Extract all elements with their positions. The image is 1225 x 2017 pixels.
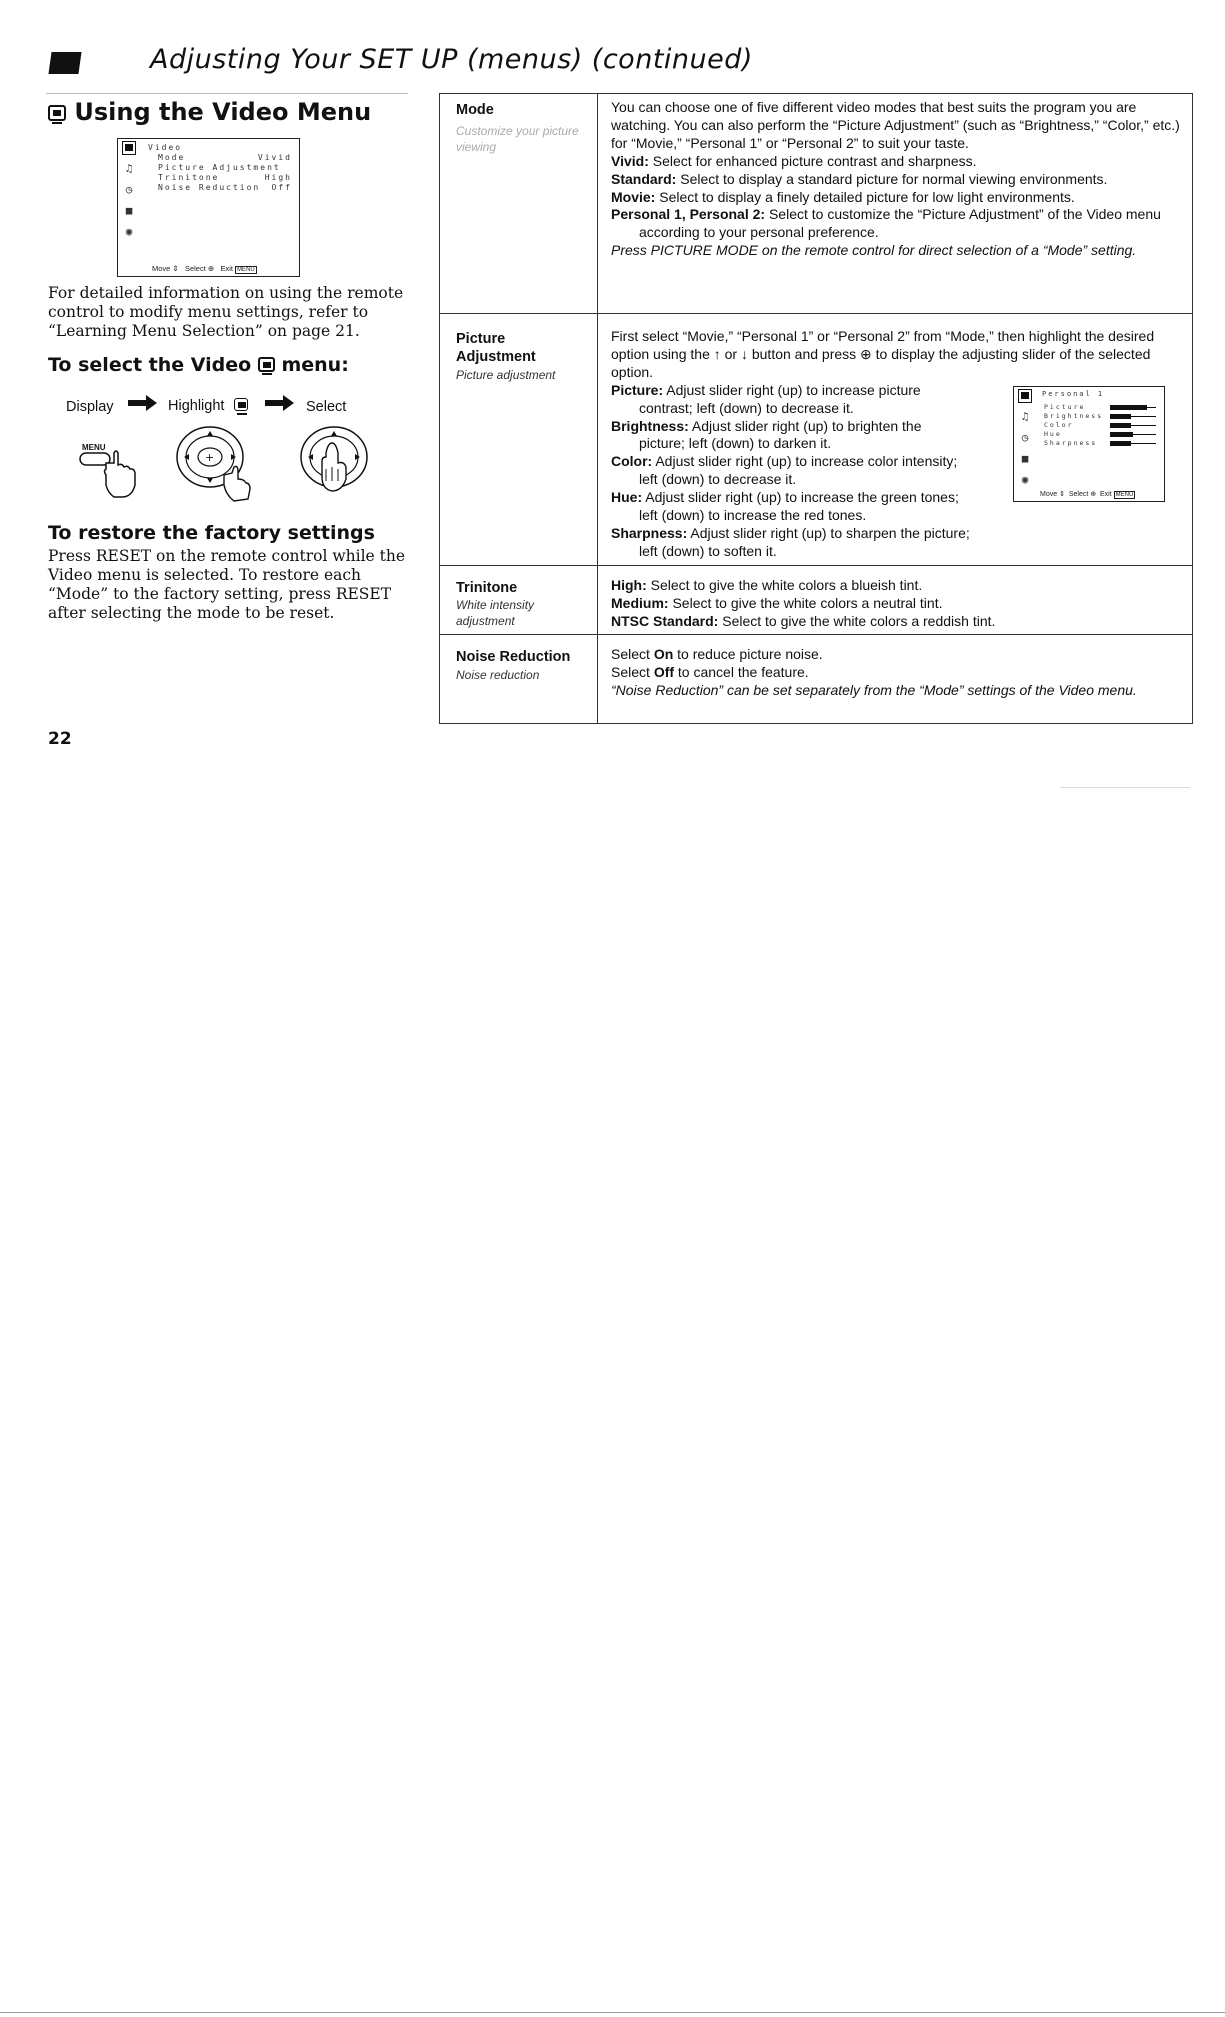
joystick-select-illustration	[296, 423, 376, 507]
video-menu-osd-screen	[117, 138, 300, 277]
personal-text: Select to customize the “Picture Adjustment” of the Video menu according to your personal preference.	[639, 206, 1161, 241]
picture-adjustment-term	[456, 330, 536, 366]
noise-note	[611, 682, 1186, 700]
color-text: Adjust slider right (up) to increase color intensity; left (down) to decrease it.	[639, 453, 958, 488]
picture-text: Adjust slider right (up) to increase picture contrast; left (down) to decrease it.	[639, 381, 921, 416]
mode-subtitle: Customize your picture viewing	[456, 124, 579, 154]
trinitone-high	[611, 577, 1186, 595]
osd-row-label: Mode	[158, 153, 186, 162]
mode-standard	[611, 171, 1186, 189]
video-menu-icon	[48, 105, 66, 121]
movie-text: Select to display a finely detailed picture for low light environments.	[659, 188, 1075, 205]
sharpness-item	[611, 525, 971, 561]
menu-button-press-illustration	[78, 441, 148, 505]
channel-tab-icon: ■	[125, 204, 133, 217]
select-heading-suffix: menu:	[281, 354, 349, 376]
joystick-icon	[172, 423, 272, 503]
osd-footer-move: Move	[1040, 491, 1058, 498]
page-number: 22	[48, 729, 72, 749]
osd-icon-column	[120, 141, 138, 246]
step-display-label: Display	[66, 399, 114, 415]
osd-slider-hue	[1110, 434, 1156, 435]
trinitone-medium	[611, 595, 1186, 613]
osd-row-value: Vivid	[257, 153, 292, 162]
header-block-icon	[48, 52, 81, 74]
restore-paragraph: Press RESET on the remote control while the Video menu is selected. To restore each “Mode” to the factory setting, press RESET after selecting the mode to be reset.	[48, 547, 406, 622]
table-row-divider	[439, 565, 1192, 566]
movie-label: Movie:	[611, 188, 656, 205]
osd-slider-row-sharpness: Sharpness	[1044, 439, 1098, 447]
scan-artifact	[1060, 787, 1190, 788]
osd-slider-row-hue: Hue	[1044, 430, 1062, 438]
osd-footer: Move ⇕ Select ⊕ Exit MENU	[152, 264, 255, 273]
noise-off-label: Off	[653, 663, 675, 680]
osd-row-trinitone	[158, 173, 292, 182]
channel-tab-icon: ■	[1021, 452, 1029, 465]
osd-slider-row-brightness: Brightness	[1044, 412, 1104, 420]
osd-icon-column	[1016, 389, 1034, 494]
osd-row-value: High	[264, 173, 292, 182]
color-label: Color:	[611, 453, 653, 470]
table-row-divider	[439, 313, 1192, 314]
osd-row-video	[148, 143, 182, 152]
noise-on-text: to reduce picture noise.	[677, 646, 823, 662]
noise-reduction-subtitle: Noise reduction	[456, 668, 540, 682]
ntsc-text: Select to give the white colors a reddish tint.	[722, 612, 996, 629]
picture-term-line2: Adjustment	[456, 349, 536, 365]
select-video-menu-heading	[48, 354, 349, 376]
video-tab-icon	[122, 141, 136, 155]
osd-slider-sharpness	[1110, 443, 1156, 444]
high-text: Select to give the white colors a blueish tint.	[650, 577, 923, 593]
osd-footer: Move ⇕ Select ⊕ Exit MENU	[1040, 491, 1134, 498]
picture-item	[611, 382, 971, 418]
scan-edge	[0, 2012, 1225, 2013]
noise-on-label: On	[653, 646, 674, 662]
section-title	[48, 98, 371, 126]
section-title-text: Using the Video Menu	[74, 98, 372, 126]
color-item	[611, 453, 971, 489]
vivid-label: Vivid:	[611, 152, 649, 169]
mode-personal	[611, 206, 1186, 242]
picture-intro: First select “Movie,” “Personal 1” or “Personal 2” from “Mode,” then highlight the desired option using the ↑ or ↓ button and press ⊕ to display the adjusting slider of the selected option.	[611, 328, 1155, 380]
joystick-highlight-illustration	[172, 423, 272, 507]
medium-text: Select to give the white colors a neutral tint.	[672, 594, 943, 611]
osd-footer-exit: Exit	[220, 264, 233, 273]
step-select-label: Select	[306, 399, 347, 415]
high-label: High:	[611, 577, 647, 593]
osd-slider-row-color: Color	[1044, 421, 1074, 429]
osd-slider-fill-sharpness	[1110, 441, 1131, 446]
medium-label: Medium:	[611, 594, 669, 611]
arrow-right-icon	[265, 393, 295, 417]
standard-text: Select to display a standard picture for normal viewing environments.	[680, 170, 1108, 187]
timer-tab-icon: ◷	[1021, 431, 1029, 444]
mode-note-text: Press PICTURE MODE on the remote control for direct selection of a “Mode” setting.	[611, 242, 1137, 259]
step-highlight-label	[168, 398, 248, 414]
personal-label: Personal 1, Personal 2:	[611, 206, 766, 223]
ntsc-label: NTSC Standard:	[611, 612, 719, 629]
picture-adjustment-subtitle: Picture adjustment	[456, 368, 556, 382]
osd-slider-fill-brightness	[1110, 414, 1131, 419]
trinitone-term: Trinitone	[456, 580, 518, 596]
noise-reduction-description	[611, 646, 1186, 700]
setup-tab-icon: ◉	[1021, 473, 1029, 486]
brightness-item	[611, 418, 971, 454]
brightness-text: Adjust slider right (up) to brighten the picture; left (down) to darken it.	[639, 417, 922, 452]
mode-note	[611, 242, 1186, 260]
setup-tab-icon: ◉	[125, 225, 133, 238]
osd-footer-move: Move	[152, 264, 171, 273]
osd-slider-row-picture: Picture	[1044, 403, 1086, 411]
table-row-divider	[439, 634, 1192, 635]
video-tab-icon	[1018, 389, 1032, 403]
osd-row-label: Noise Reduction	[158, 183, 261, 192]
select-heading-text: To select the Video	[48, 354, 252, 376]
video-menu-icon	[234, 398, 248, 411]
osd-slider-brightness	[1110, 416, 1156, 417]
noise-off-text: to cancel the feature.	[677, 663, 809, 680]
hue-label: Hue:	[611, 489, 643, 506]
sharpness-text: Adjust slider right (up) to sharpen the picture; left (down) to soften it.	[639, 524, 970, 559]
osd-slider-fill-picture	[1110, 405, 1147, 410]
audio-tab-icon: ♫	[125, 162, 133, 175]
osd-row-mode	[158, 153, 292, 162]
osd-slider-fill-color	[1110, 423, 1131, 428]
osd-slider-fill-hue	[1110, 432, 1133, 437]
osd-footer-select: Select	[1068, 491, 1089, 498]
trinitone-subtitle	[456, 597, 534, 629]
mode-vivid	[611, 153, 1186, 171]
osd-row-label: Video	[148, 143, 183, 152]
header-rule-left	[46, 93, 408, 94]
osd-row-noise-reduction	[158, 183, 292, 192]
mode-movie	[611, 189, 1186, 207]
noise-off	[611, 664, 1186, 682]
noise-note-text: “Noise Reduction” can be set separately from the “Mode” settings of the Video menu.	[611, 681, 1137, 698]
brightness-label: Brightness:	[611, 417, 689, 434]
osd-footer-exit: Exit	[1100, 491, 1112, 498]
trinitone-sub-line1: White intensity	[456, 598, 535, 612]
joystick-press-icon	[296, 423, 376, 503]
hue-item	[611, 489, 971, 525]
table-column-divider	[597, 93, 598, 723]
noise-on-pre: Select	[611, 646, 650, 662]
osd-slider-picture	[1110, 407, 1156, 408]
mode-term: Mode	[456, 102, 494, 118]
osd-footer-menu-box: MENU	[1115, 492, 1134, 498]
table-top-rule	[439, 93, 1192, 94]
picture-term-line1: Picture	[456, 331, 506, 347]
arrow-right-icon	[128, 393, 158, 417]
svg-text:+: +	[205, 451, 215, 464]
audio-tab-icon: ♫	[1021, 410, 1029, 423]
noise-off-pre: Select	[611, 663, 650, 680]
picture-adjustment-osd-screen	[1013, 386, 1165, 502]
mode-intro: You can choose one of five different video modes that best suits the program you are watching. You can also perform the “Picture Adjustment” (such as “Brightness,” “Color,” etc.) for “Movie,” “Personal 1” or “Personal 2” to suit your taste.	[611, 99, 1180, 151]
osd-row-label: Trinitone	[158, 173, 220, 182]
trinitone-ntsc	[611, 613, 1186, 631]
noise-reduction-term: Noise Reduction	[456, 649, 571, 665]
restore-factory-heading: To restore the factory settings	[48, 522, 375, 544]
sharpness-label: Sharpness:	[611, 524, 688, 541]
osd-personal-title: Personal 1	[1042, 390, 1105, 398]
picture-label: Picture:	[611, 381, 664, 398]
vivid-text: Select for enhanced picture contrast and sharpness.	[652, 152, 977, 169]
step-highlight-text: Highlight	[168, 398, 225, 414]
osd-row-value: Off	[271, 183, 292, 192]
mode-description	[611, 99, 1186, 260]
trinitone-sub-line2: adjustment	[456, 614, 515, 628]
osd-row-label: Picture Adjustment	[158, 163, 281, 172]
osd-row-picture-adjustment	[158, 163, 281, 172]
hue-text: Adjust slider right (up) to increase the green tones; left (down) to increase the red tones.	[639, 489, 959, 524]
intro-paragraph: For detailed information on using the remote control to modify menu settings, refer to “Learning Menu Selection” on page 21.	[48, 284, 404, 340]
trinitone-description	[611, 577, 1186, 631]
osd-footer-menu-box: MENU	[237, 267, 255, 273]
noise-on	[611, 646, 1186, 664]
video-menu-icon	[258, 357, 275, 372]
osd-slider-color	[1110, 425, 1156, 426]
osd-footer-select: Select	[184, 264, 206, 273]
standard-label: Standard:	[611, 170, 677, 187]
page-header-title: Adjusting Your SET UP (menus) (continued)	[150, 44, 753, 75]
timer-tab-icon: ◷	[125, 183, 133, 196]
menu-button-label: MENU	[82, 443, 106, 452]
